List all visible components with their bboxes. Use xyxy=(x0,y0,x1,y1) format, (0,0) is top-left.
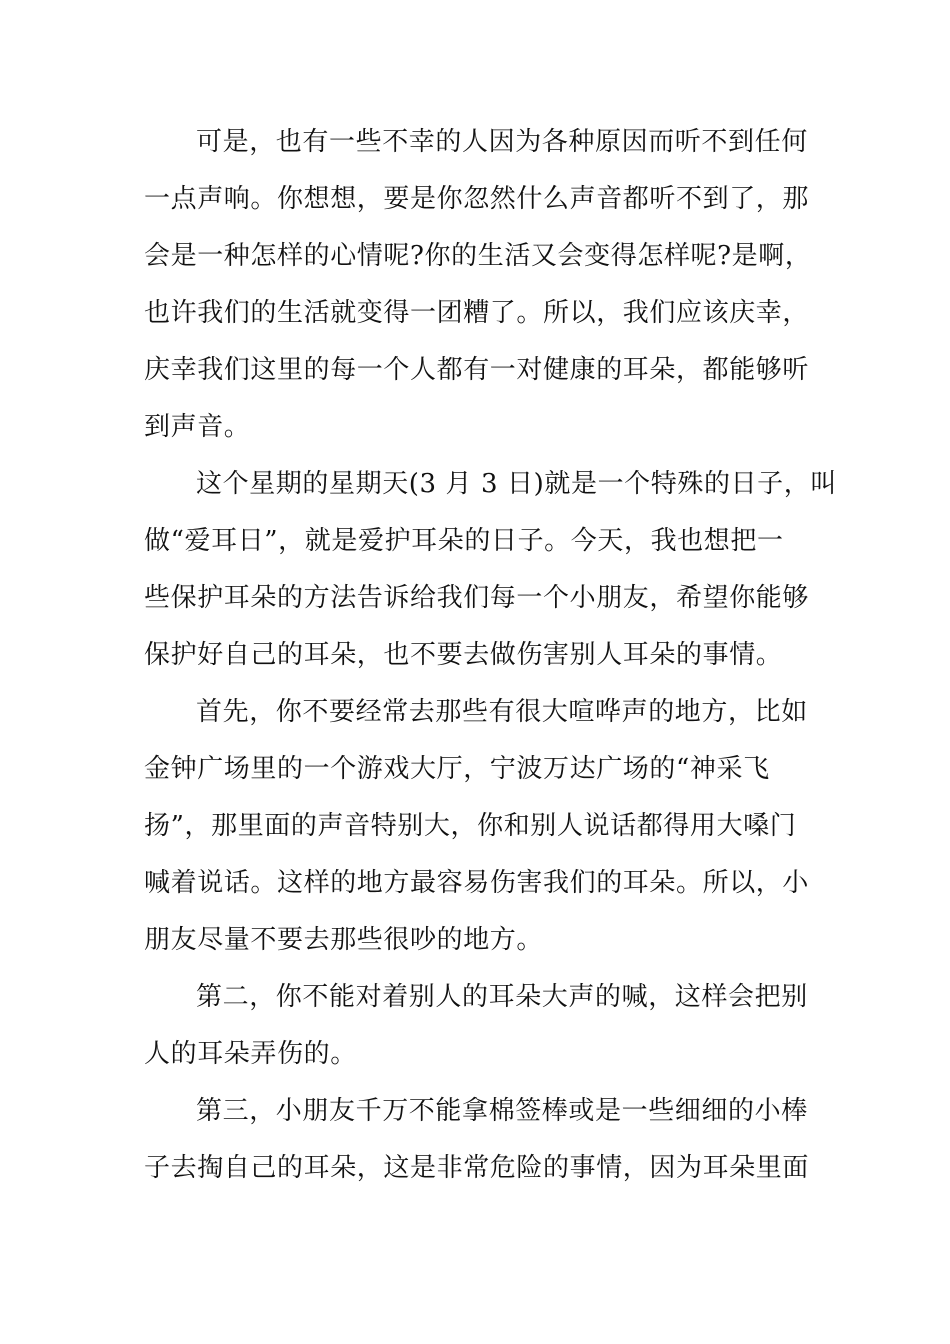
text-line: 扬”，那里面的声音特别大，你和别人说话都得用大嗓门 xyxy=(144,811,797,841)
text-line: 一点声响。你想想，要是你忽然什么声音都听不到了，那 xyxy=(144,184,810,214)
text-line: 做“爱耳日”，就是爱护耳朵的日子。今天，我也想把一 xyxy=(144,526,784,556)
text-line: 保护好自己的耳朵，也不要去做伤害别人耳朵的事情。 xyxy=(144,640,783,670)
text-line: 到声音。 xyxy=(144,412,251,442)
text-line: 首先，你不要经常去那些有很大喧哗声的地方，比如 xyxy=(196,697,808,727)
text-line: 第二，你不能对着别人的耳朵大声的喊，这样会把别 xyxy=(196,982,808,1012)
paragraph xyxy=(144,456,837,684)
text-line: 第三，小朋友千万不能拿棉签棒或是一些细细的小棒 xyxy=(196,1096,808,1126)
document-body xyxy=(144,114,837,1197)
text-line: 也许我们的生活就变得一团糟了。所以，我们应该庆幸， xyxy=(144,298,810,328)
text-line: 金钟广场里的一个游戏大厅，宁波万达广场的“神采飞 xyxy=(144,754,770,784)
text-line: 子去掏自己的耳朵，这是非常危险的事情，因为耳朵里面 xyxy=(144,1153,810,1183)
text-line: 人的耳朵弄伤的。 xyxy=(144,1039,357,1069)
text-line: 喊着说话。这样的地方最容易伤害我们的耳朵。所以，小 xyxy=(144,868,810,898)
text-line: 可是，也有一些不幸的人因为各种原因而听不到任何 xyxy=(196,127,808,157)
paragraph xyxy=(144,684,808,969)
text-line: 些保护耳朵的方法告诉给我们每一个小朋友，希望你能够 xyxy=(144,583,810,613)
text-line: 这个星期的星期天(3 月 3 日)就是一个特殊的日子，叫 xyxy=(196,469,837,499)
text-line: 庆幸我们这里的每一个人都有一对健康的耳朵，都能够听 xyxy=(144,355,810,385)
paragraph xyxy=(144,1083,808,1197)
text-line: 朋友尽量不要去那些很吵的地方。 xyxy=(144,925,544,955)
paragraph xyxy=(144,969,808,1083)
paragraph xyxy=(144,114,812,456)
text-line: 会是一种怎样的心情呢?你的生活又会变得怎样呢?是啊， xyxy=(144,241,812,271)
